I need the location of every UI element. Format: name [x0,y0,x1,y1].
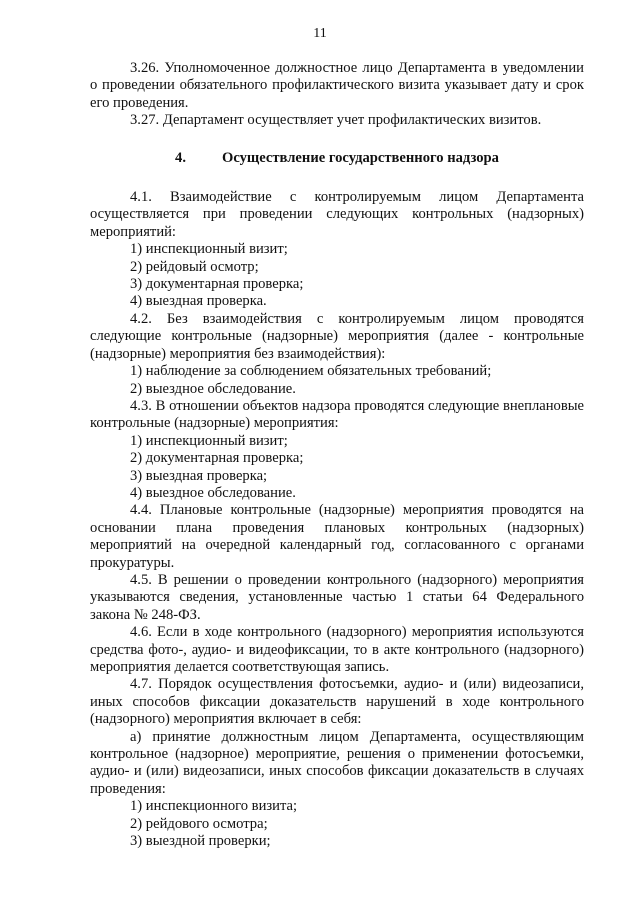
paragraph: а) принятие должностным лицом Департамента, осуществляющим контрольное (надзорное) мероприятие, решения о применении фотосъемки, аудио- и (или) видеозаписи, иных способов фиксации доказательств в случаях проведения: [90,728,584,797]
list-item: 1) наблюдение за соблюдением обязательных требований; [130,363,492,380]
paragraph: 4.5. В решении о проведении контрольного (надзорного) мероприятия указываются сведения, установленные частью 1 статьи 64 Федерального закона № 248-ФЗ. [90,571,584,623]
paragraph: 4.2. Без взаимодействия с контролируемым лицом проводятся следующие контрольные (надзорные) мероприятия (далее - контрольные (надзорные) мероприятия без взаимодействия): [90,310,584,362]
page-number: 11 [313,26,327,41]
paragraph: 3.27. Департамент осуществляет учет профилактических визитов. [130,112,542,129]
list-item: 2) документарная проверка; [130,450,304,467]
section-title: Осуществление государственного надзора [222,149,499,166]
list-item: 3) документарная проверка; [130,276,304,293]
list-item: 4) выездная проверка. [130,293,267,310]
list-item: 1) инспекционный визит; [130,432,288,449]
section-heading [90,150,584,167]
paragraph: 4.7. Порядок осуществления фотосъемки, аудио- и (или) видеозаписи, иных способов фиксации доказательств нарушений в ходе контрольного (надзорного) мероприятия включает в себя: [90,676,584,728]
paragraph: 4.6. Если в ходе контрольного (надзорного) мероприятия используются средства фото-, аудио- и видеофиксации, то в акте контрольного (надзорного) мероприятия делается соответствующая запись. [90,624,584,675]
paragraph: 4.3. В отношении объектов надзора проводятся следующие внеплановые контрольные (надзорные) мероприятия: [90,397,584,432]
list-item: 2) рейдовый осмотр; [130,258,259,275]
list-item: 4) выездное обследование. [130,484,296,501]
list-item: 2) рейдового осмотра; [130,815,268,832]
list-item: 1) инспекционный визит; [130,241,288,258]
section-number: 4. [175,149,186,166]
paragraph: 4.4. Плановые контрольные (надзорные) мероприятия проводятся на основании плана проведения плановых контрольных (надзорных) мероприятий на очередной календарный год, согласованного с органами прокуратуры. [90,502,584,571]
list-item: 3) выездная проверка; [130,467,268,484]
list-item: 3) выездной проверки; [130,833,271,850]
paragraph: 3.26. Уполномоченное должностное лицо Департамента в уведомлении о проведении обязательного профилактического визита указывает дату и срок его проведения. [90,60,584,111]
document-body [90,60,584,850]
list-item: 1) инспекционного визита; [130,798,298,815]
list-item: 2) выездное обследование. [130,380,296,397]
paragraph: 4.1. Взаимодействие с контролируемым лицом Департамента осуществляется при проведении следующих контрольных (надзорных) мероприятий: [90,189,584,240]
